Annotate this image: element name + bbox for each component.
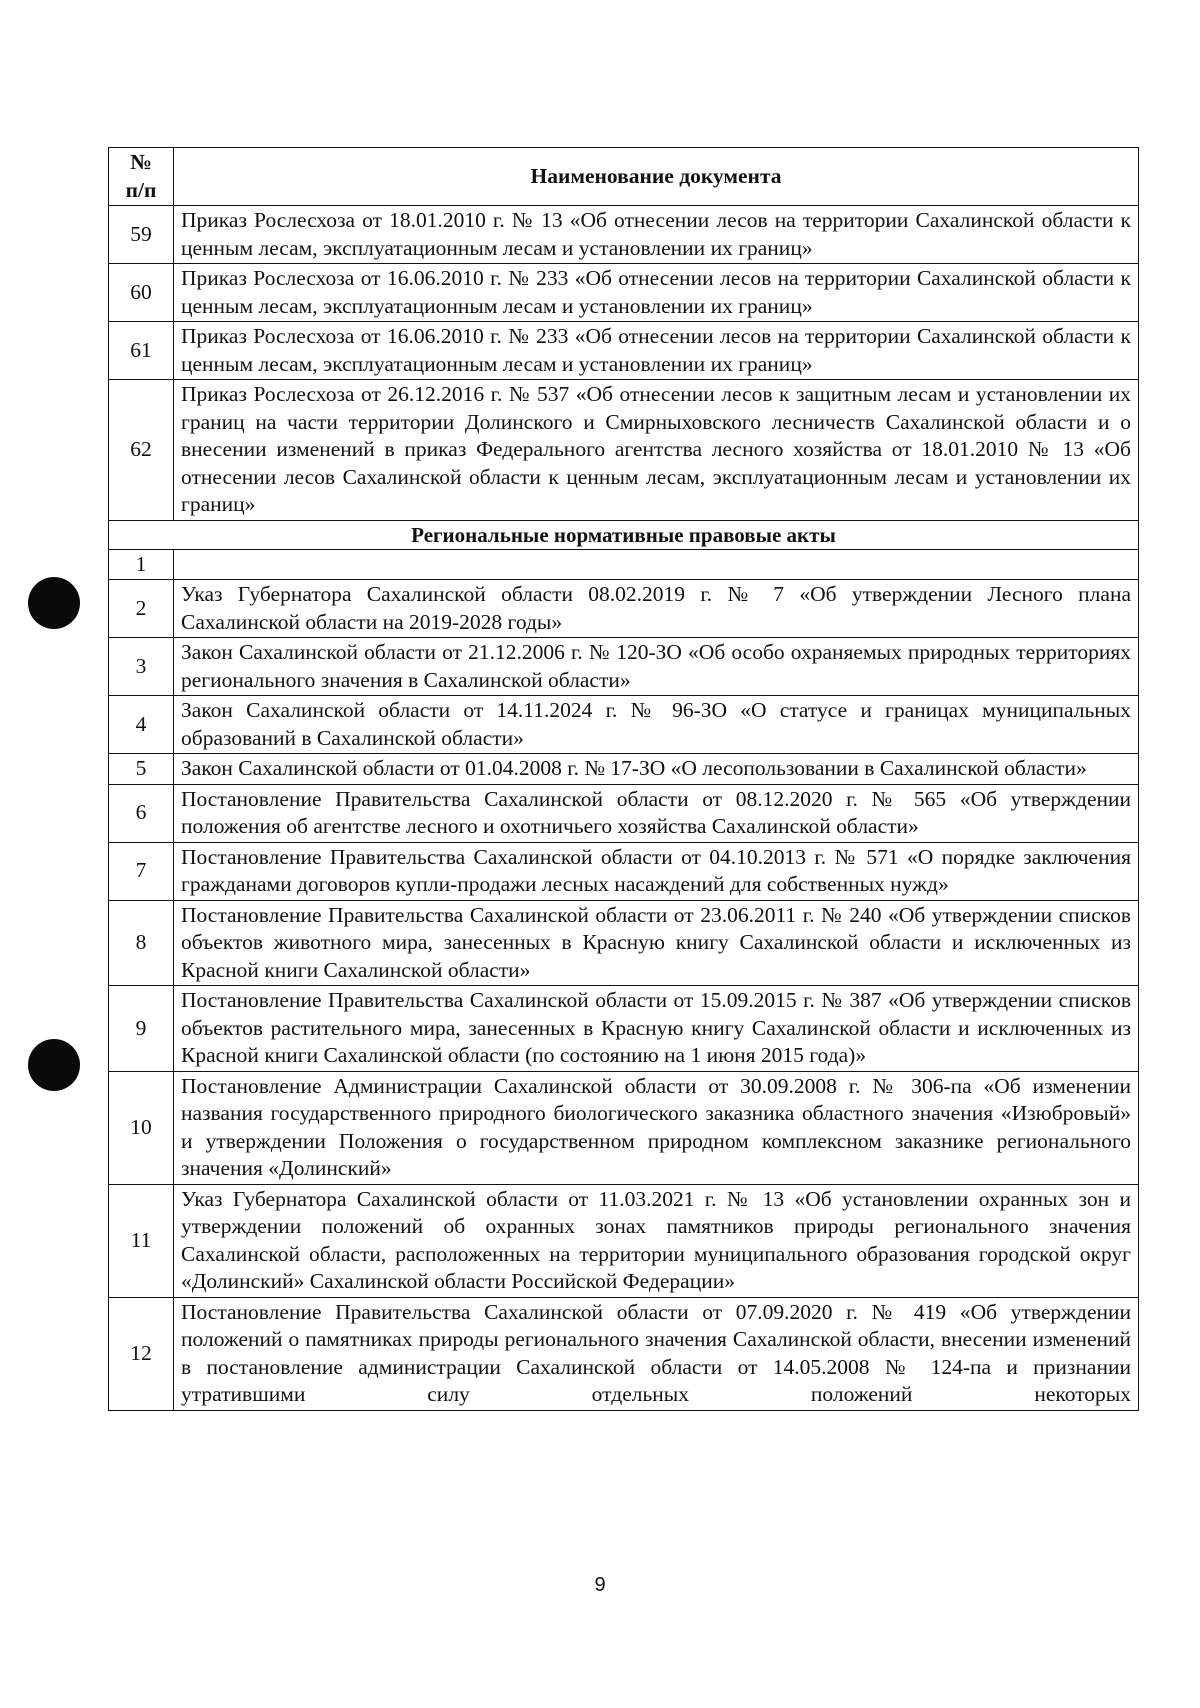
- row-number: 7: [109, 842, 174, 900]
- table-row: [109, 784, 1139, 842]
- table-row: [109, 206, 1139, 264]
- row-document-text: Приказ Рослесхоза от 16.06.2010 г. № 233 «Об отнесении лесов на территории Сахалинской области к ценным лесам, эксплуатационным лесам и установлении их границ»: [174, 322, 1139, 380]
- table-row: [109, 900, 1139, 986]
- row-number: 12: [109, 1297, 174, 1410]
- row-document-text: Постановление Правительства Сахалинской области от 08.12.2020 г. № 565 «Об утверждении положения об агентстве лесного и охотничьего хозяйства Сахалинской области»: [174, 784, 1139, 842]
- row-document-text: Указ Губернатора Сахалинской области 08.02.2019 г. № 7 «Об утверждении Лесного плана Сахалинской области на 2019-2028 годы»: [174, 580, 1139, 638]
- table-row: [109, 322, 1139, 380]
- row-document-text: Приказ Рослесхоза от 16.06.2010 г. № 233 «Об отнесении лесов на территории Сахалинской области к ценным лесам, эксплуатационным лесам и установлении их границ»: [174, 264, 1139, 322]
- row-number: 9: [109, 986, 174, 1072]
- punch-hole-mark: [28, 1039, 80, 1091]
- row-number: 8: [109, 900, 174, 986]
- row-number: 11: [109, 1184, 174, 1297]
- row-number: 60: [109, 264, 174, 322]
- row-document-text: Постановление Администрации Сахалинской области от 30.09.2008 г. № 306-па «Об изменении названия государственного природного биологического заказника областного значения «Изюбровый» и утверждении Положения о государственном природном комплексном заказнике регионального значения «Долинский»: [174, 1071, 1139, 1184]
- row-number: 4: [109, 696, 174, 754]
- row-document-text: Постановление Правительства Сахалинской области от 04.10.2013 г. № 571 «О порядке заключения гражданами договоров купли-продажи лесных насаждений для собственных нужд»: [174, 842, 1139, 900]
- row-number: 5: [109, 754, 174, 785]
- documents-table: [108, 147, 1139, 1411]
- row-number: 1: [109, 549, 174, 580]
- row-document-text: Указ Губернатора Сахалинской области от 11.03.2021 г. № 13 «Об установлении охранных зон и утверждении положений об охранных зонах памятников природы регионального значения Сахалинской области, расположенных на территории муниципального образования городской округ «Долинский» Сахалинской области Российской Федерации»: [174, 1184, 1139, 1297]
- row-document-text: Приказ Рослесхоза от 26.12.2016 г. № 537 «Об отнесении лесов к защитным лесам и установлении их границ на части территории Долинского и Смирныховского лесничеств Сахалинской области и о внесении изменений в приказ Федерального агентства лесного хозяйства от 18.01.2010 № 13 «Об отнесении лесов Сахалинской области к ценным лесам, эксплуатационным лесам и установлении их границ»: [174, 380, 1139, 521]
- table-row: [109, 842, 1139, 900]
- row-document-text: Приказ Рослесхоза от 18.01.2010 г. № 13 «Об отнесении лесов на территории Сахалинской области к ценным лесам, эксплуатационным лесам и установлении их границ»: [174, 206, 1139, 264]
- row-number: 61: [109, 322, 174, 380]
- table-row: [109, 754, 1139, 785]
- table-row: [109, 1071, 1139, 1184]
- header-number: № п/п: [109, 148, 174, 206]
- punch-hole-mark: [28, 577, 80, 629]
- table-row: [109, 380, 1139, 521]
- table-row: [109, 580, 1139, 638]
- row-number: 2: [109, 580, 174, 638]
- row-document-text: Закон Сахалинской области от 01.04.2008 г. № 17-ЗО «О лесопользовании в Сахалинской области»: [174, 754, 1139, 785]
- row-document-text: Закон Сахалинской области от 21.12.2006 г. № 120-ЗО «Об особо охраняемых природных территориях регионального значения в Сахалинской области»: [174, 638, 1139, 696]
- table-row: [109, 1184, 1139, 1297]
- table-row: [109, 986, 1139, 1072]
- section-heading: Региональные нормативные правовые акты: [109, 520, 1139, 549]
- row-number: 59: [109, 206, 174, 264]
- table-row: [109, 638, 1139, 696]
- row-number: 3: [109, 638, 174, 696]
- table-row: [109, 549, 1139, 580]
- row-document-text: [174, 549, 1139, 580]
- table-row: [109, 696, 1139, 754]
- row-document-text: Постановление Правительства Сахалинской области от 15.09.2015 г. № 387 «Об утверждении списков объектов растительного мира, занесенных в Красную книгу Сахалинской области и исключенных из Красной книги Сахалинской области (по состоянию на 1 июня 2015 года)»: [174, 986, 1139, 1072]
- section-heading-row: [109, 520, 1139, 549]
- row-document-text: Постановление Правительства Сахалинской области от 23.06.2011 г. № 240 «Об утверждении списков объектов животного мира, занесенных в Красную книгу Сахалинской области и исключенных из Красной книги Сахалинской области»: [174, 900, 1139, 986]
- table-header-row: [109, 148, 1139, 206]
- table-row: [109, 1297, 1139, 1410]
- row-number: 6: [109, 784, 174, 842]
- row-number: 62: [109, 380, 174, 521]
- table-row: [109, 264, 1139, 322]
- page-number: 9: [594, 1574, 606, 1596]
- header-document-name: Наименование документа: [174, 148, 1139, 206]
- row-number: 10: [109, 1071, 174, 1184]
- row-document-text: Постановление Правительства Сахалинской области от 07.09.2020 г. № 419 «Об утверждении положений о памятниках природы регионального значения Сахалинской области, внесении изменений в постановление администрации Сахалинской области от 14.05.2008 № 124-па и признании утратившими силу отдельных положений некоторых: [174, 1297, 1139, 1410]
- row-document-text: Закон Сахалинской области от 14.11.2024 г. № 96-ЗО «О статусе и границах муниципальных образований в Сахалинской области»: [174, 696, 1139, 754]
